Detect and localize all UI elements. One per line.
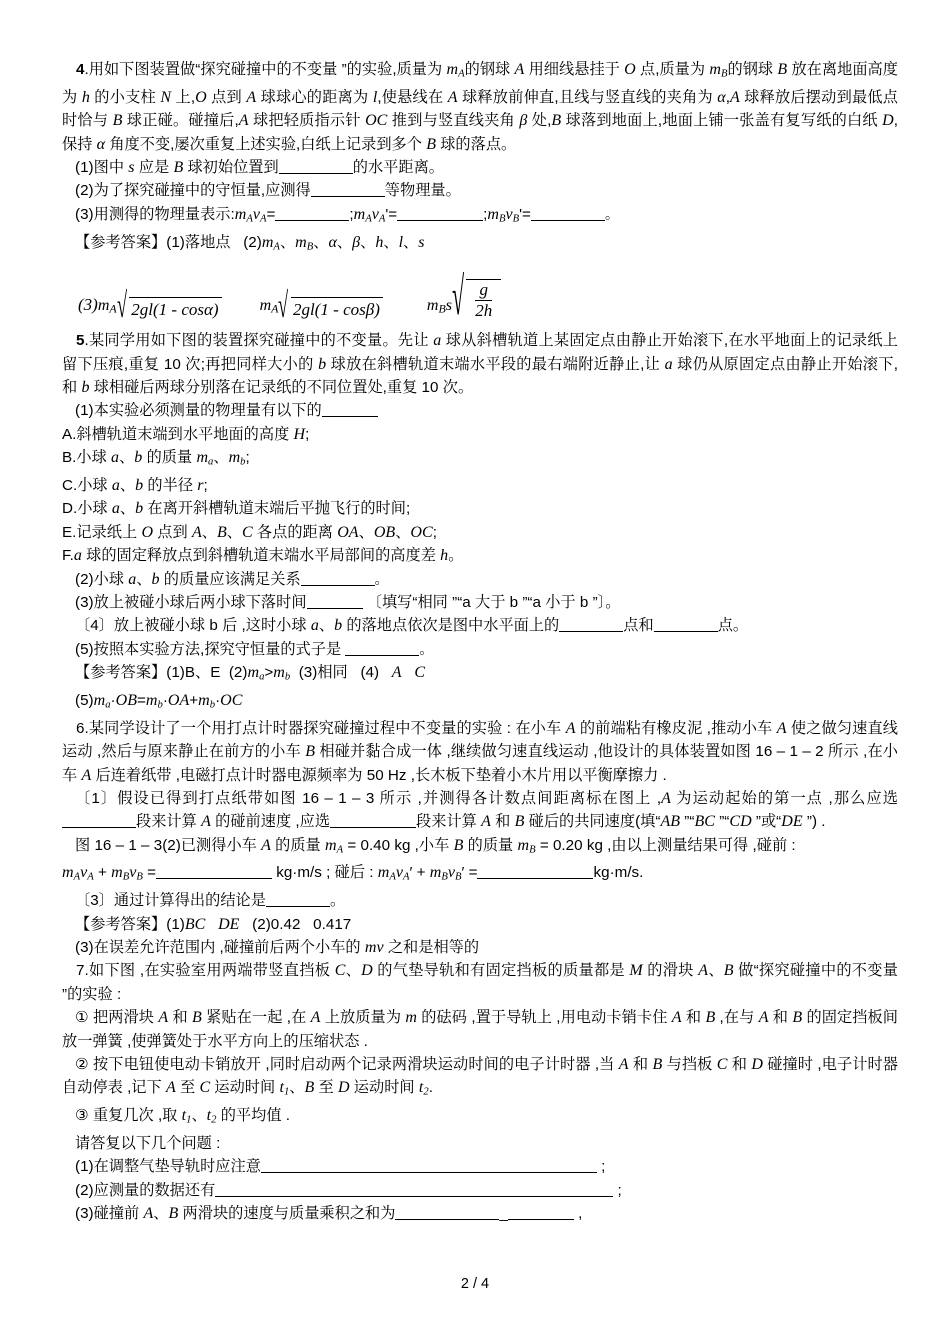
- answer-blank[interactable]: [397, 206, 483, 221]
- question-5-sub2: (2)小球 a、b 的质量应该满足关系 。: [75, 570, 389, 588]
- answer-blank[interactable]: [322, 402, 378, 417]
- question-4-sub1: (1)图中 s 应是 B 球初始位置到 的水平距离。: [75, 158, 444, 176]
- answer-blank[interactable]: [345, 641, 419, 656]
- question-6-sub1: 〔1〕假设已得到打点纸带如图 16 – 1 – 3 所示 ,并测得各计数点间距离标在图上 ,A 为运动起始的第一点 ,那么应选段来计算 A 的碰前速度 ,应选 段来计算 A 和 B 碰后的共同速度(填“AB ”“BC ”“CD ”或“DE ”) .: [62, 787, 898, 834]
- answer-blank[interactable]: [215, 1182, 613, 1197]
- answer-blank[interactable]: [330, 813, 416, 828]
- question-4-sub2: (2)为了探究碰撞中的守恒量,应测得 等物理量。: [75, 182, 461, 200]
- answer-blank[interactable]: [311, 182, 385, 197]
- question-6-sub2-line1: 图 16 – 1 – 3(2)已测得小车 A 的质量 $m_A = 0.40$ kg ,小车 B 的质量 $m_B = 0.20$ kg ,由以上测量结果可得 ,碰前 :: [75, 836, 796, 856]
- answer-blank[interactable]: [261, 1158, 597, 1173]
- question-6-sub3: 〔3〕通过计算得出的结论是 。: [75, 892, 346, 910]
- question-7-number: 7: [76, 962, 85, 980]
- answer-blank[interactable]: [477, 864, 593, 879]
- question-6-answer3: (3)在误差允许范围内 ,碰撞前后两个小车的 mv 之和是相等的: [75, 939, 480, 957]
- question-6-answer-line: 【参考答案】(1)BC DE (2)0.42 0.417: [75, 915, 352, 933]
- answer-label: 【参考答案】: [75, 664, 167, 682]
- question-7-sub1: (1)在调整气垫导轨时应注意 ;: [75, 1158, 606, 1176]
- question-5-option-c: C.小球 a、b 的半径 r;: [62, 477, 208, 494]
- question-6-sub2-line2: $m_Av_A + m_Bv_B = kg\cdot m/s$ ; 碰后 : $m_Av_A' + m_Bv_B' = kg\cdot m/s$.: [62, 864, 644, 883]
- question-7-prompt: 请答复以下几个问题 :: [75, 1134, 221, 1152]
- question-6-stem: 6.某同学设计了一个用打点计时器探究碰撞过程中不变量的实验 : 在小车 A 的前端粘有橡皮泥 ,推动小车 A 使之做匀速直线运动 ,然后与原来静止在前方的小车 B 相碰并黏合成一体 ,继续做匀速直线运动 ,他设计的具体装置如图 16 – 1 – 2 所示 ,在小车 A 后连着纸带 ,电磁打点计时器电源频率为 50 Hz ,长木板下垫着小木片用以平衡摩擦力 .: [62, 719, 898, 784]
- question-7-stem: 7.如下图 ,在实验室用两端带竖直挡板 C、D 的气垫导轨和有固定挡板的质量都是 M 的滑块 A、B 做“探究碰撞中的不变量 ”的实验 :: [62, 962, 898, 1003]
- question-5-stem: 5.某同学用如下图的装置探究碰撞中的不变量。先让 a 球从斜槽轨道上某固定点由静止开始滚下,在水平地面上的记录纸上留下压痕,重复 10 次;再把同样大小的 b 球放在斜槽轨道末端水平段的最右端附近静止,让 a 球仍从原固定点由静止开始滚下,和 b 球相碰后两球分别落在记录纸的不同位置处,重复 10 次。: [62, 332, 899, 397]
- question-5-option-b: B.小球 a、b 的质量 $m_a$、$m_b$;: [62, 449, 250, 468]
- question-7-sub3: (3)碰撞前 A、B 两滑块的速度与质量乘积之和为 _ ,: [75, 1205, 583, 1223]
- radicand-alpha: 2gl(1 - cosα): [129, 297, 221, 320]
- formula-mbs-sqrt-g-2h: $m_Bs$ √ $\frac{g}{2h}$: [427, 279, 501, 321]
- question-4-number: 4: [76, 61, 85, 78]
- question-4-sub3: (3)用测得的物理量表示$:m_Av_A=$ $;m_Av_A'=$ $;m_Bv_B'=$ 。: [75, 205, 619, 225]
- question-5-option-d: D.小球 a、b 在离开斜槽轨道末端后平抛飞行的时间;: [62, 500, 411, 518]
- question-4-stem: [62, 58, 898, 156]
- fraction-numerator: g: [475, 281, 492, 301]
- answer-blank[interactable]: [275, 206, 349, 221]
- answer-blank[interactable]: [531, 206, 605, 221]
- question-7-step2: ② 按下电钮使电动卡销放开 ,同时启动两个记录两滑块运动时间的电子计时器 ,当 A 和 B 与挡板 C 和 D 碰撞时 ,电子计时器自动停表 ,记下 A 至 C 运动时间 $t_1$、B 至 D 运动时间 $t_2$.: [62, 1056, 899, 1098]
- question-5-sub3: (3)放上被碰小球后两小球下落时间 〔填写“相同 ”“a 大于 b ”“a 小于 b ”〕。: [75, 594, 621, 612]
- question-7-sub2: (2)应测量的数据还有 ;: [75, 1181, 622, 1199]
- question-5-option-a: A.斜槽轨道末端到水平地面的高度 H;: [62, 425, 310, 443]
- question-5-option-f: F.a 球的固定释放点到斜槽轨道末端水平局部间的高度差 h。: [62, 547, 464, 565]
- page-number: 2 / 4: [460, 1276, 490, 1292]
- question-4-answer-formulas: [62, 258, 898, 327]
- answer-blank[interactable]: [307, 594, 363, 609]
- answer-label: 【参考答案】: [75, 233, 167, 251]
- question-5-number: 5: [76, 332, 85, 350]
- question-5-option-e: E.记录纸上 O 点到 A、B、C 各点的距离 OA、OB、OC;: [62, 523, 437, 541]
- question-5-sub5: (5)按照本实验方法,探究守恒量的式子是 。: [75, 640, 434, 658]
- answer-blank[interactable]: [508, 1205, 574, 1220]
- question-7-step3: ③ 重复几次 ,取 $t_1$、$t_2$ 的平均值 .: [75, 1107, 291, 1126]
- question-5-answer5: $(5)m_a\cdot OB=m_b\cdot OA+m_b\cdot OC$: [75, 691, 243, 711]
- question-4-stem-text: .用如下图装置做“探究碰撞中的不变量 ”的实验,质量为 $m_A$的钢球 A 用细线悬挂于 O 点,质量为 $m_B$的钢球 B 放在离地面高度为 h 的小支柱 N 上,O 点到 A 球球心的距离为 l,使悬线在 A 球释放前伸直,且线与竖直线的夹角为 α,A 球释放后摆动到最低点时恰与 B 球正碰。碰撞后,A 球把轻质指示针 OC 推到与竖直线夹角 β 处,B 球落到地面上,地面上铺一张盖有复写纸的白纸 D,保持 α 角度不变,屡次重复上述实验,白纸上记录到多个 B 球的落点。: [62, 61, 898, 153]
- answer-blank[interactable]: [559, 617, 623, 632]
- formula-ma-2gl-cos-beta: $m_A$ √ 2gl(1 - cosβ): [260, 295, 383, 321]
- question-5-sub1: (1)本实验必须测量的物理量有以下的: [62, 399, 898, 422]
- answer-blank[interactable]: [301, 571, 375, 586]
- radicand-beta: 2gl(1 - cosβ): [291, 297, 383, 320]
- answer-label: 【参考答案】: [75, 915, 167, 933]
- fraction-denominator: 2h: [475, 300, 493, 320]
- question-5-sub4: 〔4〕放上被碰小球 b 后 ,这时小球 a、b 的落地点依次是图中水平面上的 点和 点。: [75, 617, 749, 635]
- question-7-step1: ① 把两滑块 A 和 B 紧贴在一起 ,在 A 上放质量为 m 的砝码 ,置于导轨上 ,用电动卡销卡住 A 和 B ,在与 A 和 B 的固定挡板间放一弹簧 ,使弹簧处于水平方向上的压缩状态 .: [62, 1009, 898, 1050]
- answer-blank[interactable]: [62, 813, 136, 828]
- answer-blank[interactable]: [395, 1205, 499, 1220]
- question-6-number: 6: [76, 719, 85, 737]
- formula-ma-2gl-cos-alpha: $(3)m_A$ √ 2gl(1 - cosα): [78, 295, 222, 321]
- answer-blank[interactable]: [279, 159, 353, 174]
- question-5-answer-line: 【参考答案】(1)B、E $(2)m_a>m_b$ (3)相同 (4) A C: [75, 664, 426, 683]
- answer-blank[interactable]: [156, 864, 272, 879]
- question-4-answer-line: 【参考答案】(1)落地点 $(2)m_A$、$m_B$、α、β、h、l、s: [75, 233, 425, 252]
- answer-blank[interactable]: [654, 617, 718, 632]
- answer-blank[interactable]: [266, 892, 330, 907]
